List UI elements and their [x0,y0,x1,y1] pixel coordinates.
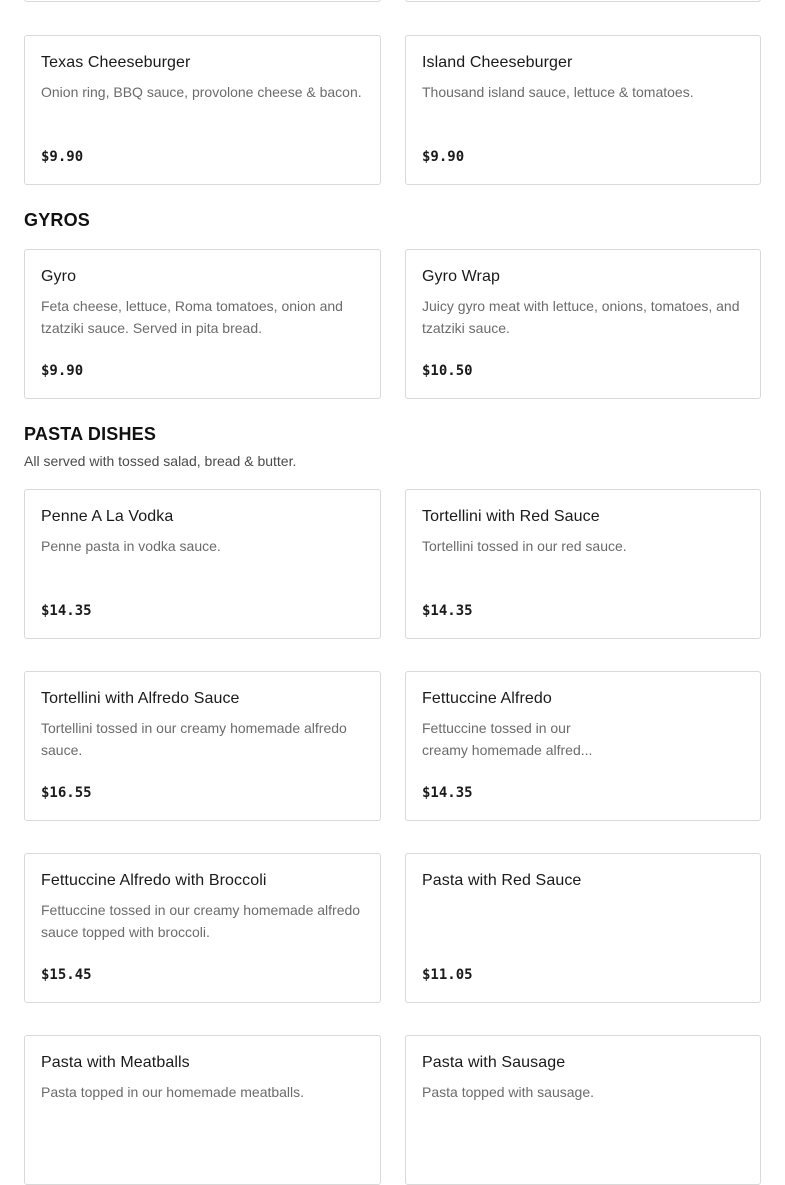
item-name: Tortellini with Alfredo Sauce [41,690,240,707]
menu-item-gyro-wrap[interactable] [405,249,761,399]
item-name: Fettuccine Alfredo [422,690,552,707]
menu-item-pasta-sausage[interactable] [405,1035,761,1185]
item-description: Penne pasta in vodka sauce. [41,538,221,554]
section-title-gyros: GYROS [24,210,91,230]
item-description: Tortellini tossed in our creamy homemade alfredo sauce. [41,720,347,758]
item-name: Pasta with Red Sauce [422,872,582,889]
item-description: Fettuccine tossed in our creamy homemade alfredo sauce topped with broccoli. [41,902,361,940]
item-price: $16.55 [41,785,92,801]
menu-item-card[interactable] [24,0,381,2]
item-name: Pasta with Sausage [422,1054,566,1071]
item-price: $10.50 [422,363,473,379]
menu-item-pasta-red-sauce[interactable] [405,853,761,1003]
item-price: $14.35 [422,603,473,619]
item-description: Feta cheese, lettuce, Roma tomatoes, onion and tzatziki sauce. Served in pita bread. [41,298,343,336]
item-price: $9.90 [41,363,84,379]
menu-item-tortellini-alfredo[interactable] [24,671,381,821]
menu-item-fettuccine-broccoli[interactable] [24,853,381,1003]
item-name: Penne A La Vodka [41,508,174,525]
menu-item-penne-vodka[interactable] [24,489,381,639]
item-name: Gyro [41,268,77,285]
item-name: Fettuccine Alfredo with Broccoli [41,872,267,889]
item-price: $15.45 [41,967,92,983]
item-price: $9.90 [422,149,465,165]
item-name: Pasta with Meatballs [41,1054,190,1071]
menu-item-texas-cheeseburger[interactable] [24,35,381,185]
menu-item-tortellini-red-sauce[interactable] [405,489,761,639]
item-description: Pasta topped in our homemade meatballs. [41,1084,305,1100]
item-name: Texas Cheeseburger [41,54,191,71]
item-name: Island Cheeseburger [422,54,573,71]
menu-item-gyro[interactable] [24,249,381,399]
item-price: $14.35 [41,603,92,619]
item-price: $11.05 [422,967,473,983]
item-price: $9.90 [41,149,84,165]
section-subtitle-pasta: All served with tossed salad, bread & butter. [24,453,297,469]
item-description: Onion ring, BBQ sauce, provolone cheese & bacon. [41,84,362,100]
item-name: Gyro Wrap [422,268,500,285]
item-description: Pasta topped with sausage. [422,1084,595,1100]
item-name: Tortellini with Red Sauce [422,508,600,525]
item-description: Thousand island sauce, lettuce & tomatoes. [422,84,694,100]
item-description: Fettuccine tossed in our creamy homemade alfred... [422,720,593,758]
menu-item-fettuccine-alfredo[interactable] [405,671,761,821]
menu-item-pasta-meatballs[interactable] [24,1035,381,1185]
menu-item-island-cheeseburger[interactable] [405,35,761,185]
menu-item-card[interactable] [405,0,761,2]
item-price: $14.35 [422,785,473,801]
section-title-pasta: PASTA DISHES [24,424,157,444]
item-description: Tortellini tossed in our red sauce. [422,538,627,554]
item-description: Juicy gyro meat with lettuce, onions, tomatoes, and tzatziki sauce. [422,298,740,336]
